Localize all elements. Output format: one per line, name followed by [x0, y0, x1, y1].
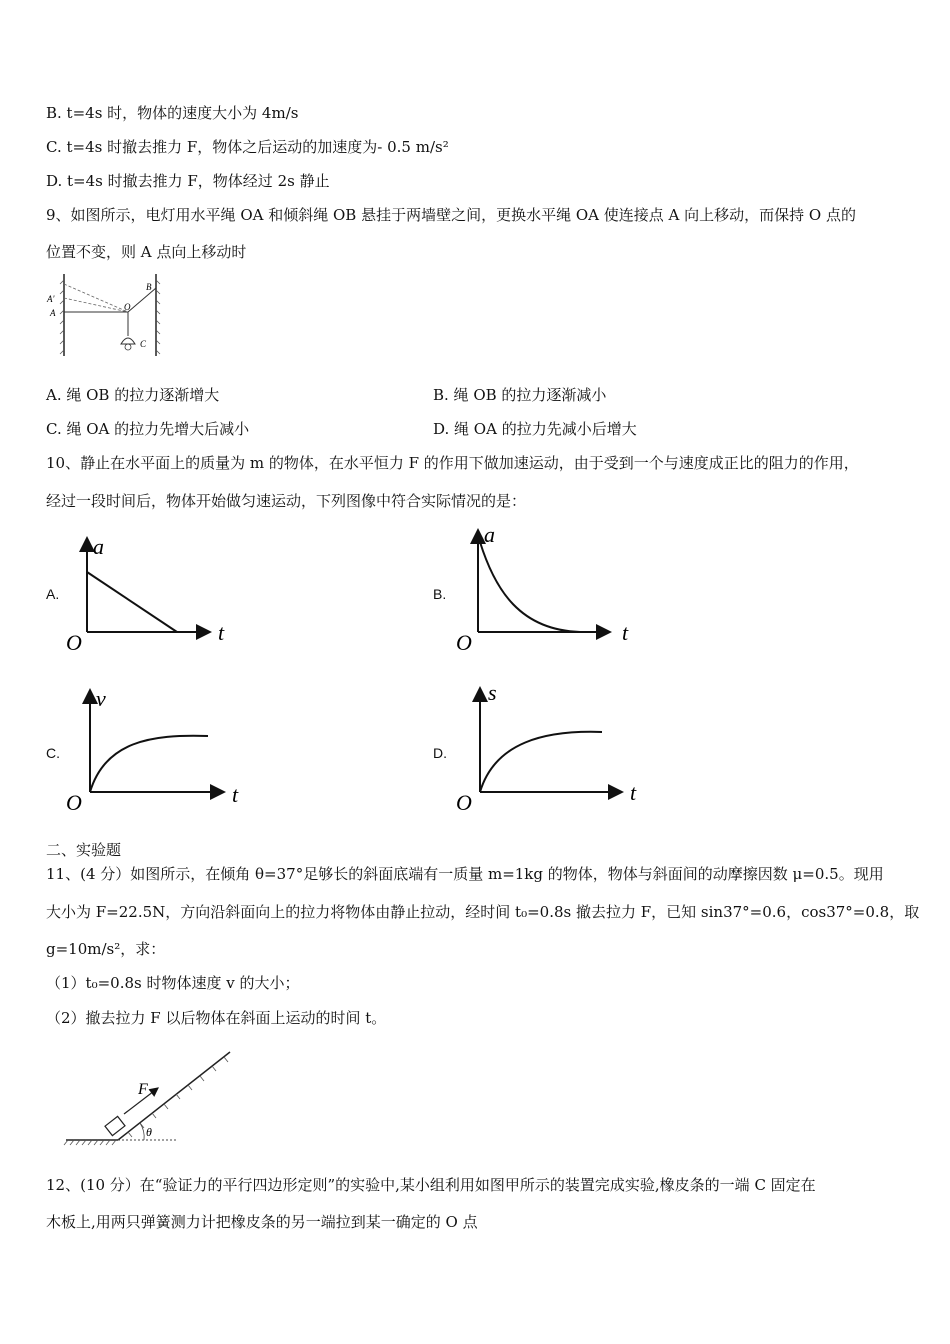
q8-option-c: C. t=4s 时撤去推力 F，物体之后运动的加速度为- 0.5 m/s² [46, 138, 449, 156]
q11-sub2: （2）撤去拉力 F 以后物体在斜面上运动的时间 t。 [46, 1009, 387, 1027]
graph-a-y-label: a [93, 534, 104, 559]
graph-c-x-label: t [232, 782, 239, 807]
graph-c-y-label: v [96, 686, 106, 711]
q12-stem-line1: 12、(10 分）在“验证力的平行四边形定则”的实验中,某小组利用如图甲所示的装置完成实验,橡皮条的一端 C 固定在 [46, 1176, 816, 1194]
q8-option-b: B. t=4s 时，物体的速度大小为 4m/s [46, 104, 299, 122]
q11-incline-figure [62, 1046, 242, 1150]
label-a-prime: A' [47, 294, 55, 304]
q11-stem-line3: g=10m/s²，求： [46, 940, 166, 958]
label-theta: θ [146, 1125, 152, 1139]
label-b: B [146, 282, 152, 292]
q9-option-a: A. 绳 OB 的拉力逐渐增大 [46, 386, 220, 404]
graph-d-option: D. [433, 745, 447, 761]
label-a: A [50, 308, 56, 318]
q10-stem-line1: 10、静止在水平面上的质量为 m 的物体，在水平恒力 F 的作用下做加速运动，由于受到一个与速度成正比的阻力的作用， [46, 454, 859, 472]
q11-stem-line2: 大小为 F=22.5N，方向沿斜面向上的拉力将物体由静止拉动，经时间 t₀=0.8s 撤去拉力 F，已知 sin37°=0.6，cos37°=0.8，取 [46, 903, 920, 921]
graph-b-curve [480, 542, 580, 632]
graph-c-option: C. [46, 745, 60, 761]
q12-stem-line2: 木板上,用两只弹簧测力计把橡皮条的另一端拉到某一确定的 O 点 [46, 1213, 478, 1231]
label-o: O [124, 302, 131, 312]
graph-d [450, 680, 650, 814]
graph-d-x-label: t [630, 780, 637, 805]
graph-c-curve [90, 736, 208, 792]
section-title: 二、实验题 [46, 841, 122, 859]
graph-b [450, 520, 640, 656]
graph-a-curve [87, 572, 177, 632]
q8-option-d: D. t=4s 时撤去推力 F，物体经过 2s 静止 [46, 172, 330, 190]
q9-stem-line2: 位置不变，则 A 点向上移动时 [46, 243, 247, 261]
label-c: C [140, 339, 147, 349]
graph-b-origin: O [456, 630, 472, 655]
graph-d-curve [480, 732, 602, 792]
q9-stem-line1: 9、如图所示，电灯用水平绳 OA 和倾斜绳 OB 悬挂于两墙壁之间，更换水平绳 OA 使连接点 A 向上移动，而保持 O 点的 [46, 206, 856, 224]
q9-option-c: C. 绳 OA 的拉力先增大后减小 [46, 420, 250, 438]
graph-a [60, 528, 240, 656]
graph-c [60, 682, 250, 814]
q9-lamp-figure [44, 270, 166, 360]
label-f: F [138, 1081, 148, 1098]
q10-stem-line2: 经过一段时间后，物体开始做匀速运动，下列图像中符合实际情况的是： [46, 492, 527, 510]
q9-option-b: B. 绳 OB 的拉力逐渐减小 [433, 386, 607, 404]
q11-stem-line1: 11、(4 分）如图所示，在倾角 θ=37°足够长的斜面底端有一质量 m=1kg 的物体，物体与斜面间的动摩擦因数 μ=0.5。现用 [46, 865, 884, 883]
q11-sub1: （1）t₀=0.8s 时物体速度 v 的大小； [46, 974, 300, 992]
graph-a-x-label: t [218, 620, 225, 645]
graph-c-origin: O [66, 790, 82, 814]
graph-b-option: B. [433, 586, 447, 602]
graph-b-x-label: t [622, 620, 629, 645]
graph-d-y-label: s [488, 680, 497, 705]
q9-option-d: D. 绳 OA 的拉力先减小后增大 [433, 420, 637, 438]
graph-d-origin: O [456, 790, 472, 814]
graph-a-origin: O [66, 630, 82, 655]
graph-a-option: A. [46, 586, 60, 602]
graph-b-y-label: a [484, 522, 495, 547]
